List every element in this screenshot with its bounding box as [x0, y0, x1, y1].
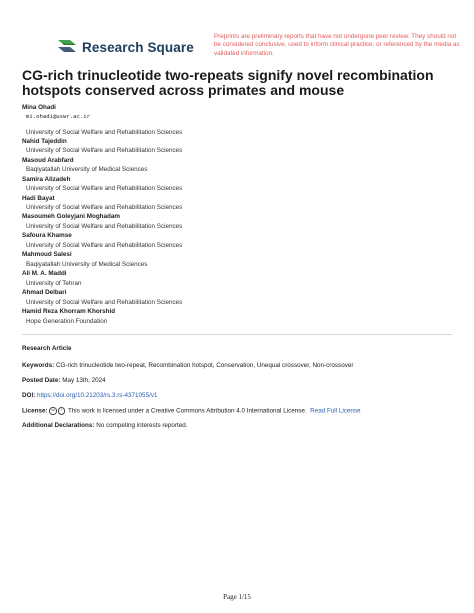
- doi-label: DOI:: [22, 392, 36, 399]
- research-square-logo-icon: [56, 37, 78, 57]
- author-affiliation: University of Tehran: [26, 279, 82, 287]
- author-name: Ali M. A. Maddi: [22, 270, 67, 278]
- author-list: [22, 103, 452, 326]
- paper-title: CG-rich trinucleotide two-repeats signify novel recombination hotspots conserved across primates and mouse: [22, 67, 434, 98]
- author-affiliation: University of Social Welfare and Rehabilitation Sciences: [26, 128, 183, 136]
- posted-value: May 13th, 2024: [62, 377, 106, 384]
- author-affiliation: Hope Generation Foundation: [26, 317, 108, 325]
- brand-name: Research Square: [82, 39, 194, 55]
- keywords: [22, 362, 452, 370]
- section-divider: [22, 334, 452, 335]
- license-label: License:: [22, 407, 48, 415]
- article-type: [22, 345, 452, 353]
- additional-declarations: [22, 422, 452, 430]
- author-affiliation: Baqiyatallah University of Medical Sciences: [26, 166, 148, 174]
- posted-label: Posted Date:: [22, 377, 61, 384]
- posted-date: [22, 377, 452, 385]
- author-affiliation: University of Social Welfare and Rehabilitation Sciences: [26, 147, 183, 155]
- preprint-disclaimer: Preprints are preliminary reports that have not undergone peer review. They should not be considered conclusive, used to inform clinical practice, or referenced by the media as validated information.: [214, 33, 460, 57]
- author-email[interactable]: mi.ohadi@uswr.ac.ir: [26, 113, 90, 120]
- author-name: Hamid Reza Khorram Khorshid: [22, 307, 116, 315]
- doi-link[interactable]: https://doi.org/10.21203/rs.3.rs-4371055/v1: [37, 392, 158, 399]
- author-affiliation: University of Social Welfare and Rehabilitation Sciences: [26, 204, 183, 212]
- cc-icon: cc: [49, 407, 57, 415]
- page-number: Page 1/15: [223, 593, 251, 601]
- article-type-label: Research Article: [22, 345, 72, 352]
- author-affiliation: Baqiyatallah University of Medical Sciences: [26, 260, 148, 268]
- declarations-label: Additional Declarations:: [22, 422, 95, 429]
- author-name: Hadi Bayat: [22, 194, 55, 202]
- author-name: Masoumeh Goleyjani Moghadam: [22, 213, 120, 221]
- doi: [22, 392, 452, 400]
- research-square-logo[interactable]: [56, 37, 194, 57]
- keywords-label: Keywords:: [22, 362, 55, 369]
- by-icon: i: [58, 407, 66, 415]
- read-full-license-link[interactable]: Read Full License: [310, 407, 361, 415]
- keywords-value: CG-rich trinucleotide two-repeat, Recombination hotspot, Conservation, Unequal crossover, Non-crossover: [55, 362, 354, 369]
- author-affiliation: University of Social Welfare and Rehabilitation Sciences: [26, 185, 183, 193]
- author-name: Safoura Khamse: [22, 232, 72, 240]
- license: [22, 407, 452, 415]
- author-affiliation: University of Social Welfare and Rehabilitation Sciences: [26, 298, 183, 306]
- author-name: Ahmad Delbari: [22, 289, 67, 297]
- author-affiliation: University of Social Welfare and Rehabilitation Sciences: [26, 241, 183, 249]
- license-text: This work is licensed under a Creative Commons Attribution 4.0 International License.: [67, 407, 307, 415]
- author-name: Mina Ohadi: [22, 104, 56, 111]
- author-name: Mahmoud Salesi: [22, 251, 72, 259]
- header: [56, 33, 460, 64]
- author-name: Samira Alizadeh: [22, 175, 71, 183]
- author-name: Masoud Arabfard: [22, 156, 74, 164]
- author-affiliation: University of Social Welfare and Rehabilitation Sciences: [26, 223, 183, 231]
- declarations-value: No competing interests reported.: [96, 422, 188, 429]
- author-name: Nahid Tajeddin: [22, 137, 67, 145]
